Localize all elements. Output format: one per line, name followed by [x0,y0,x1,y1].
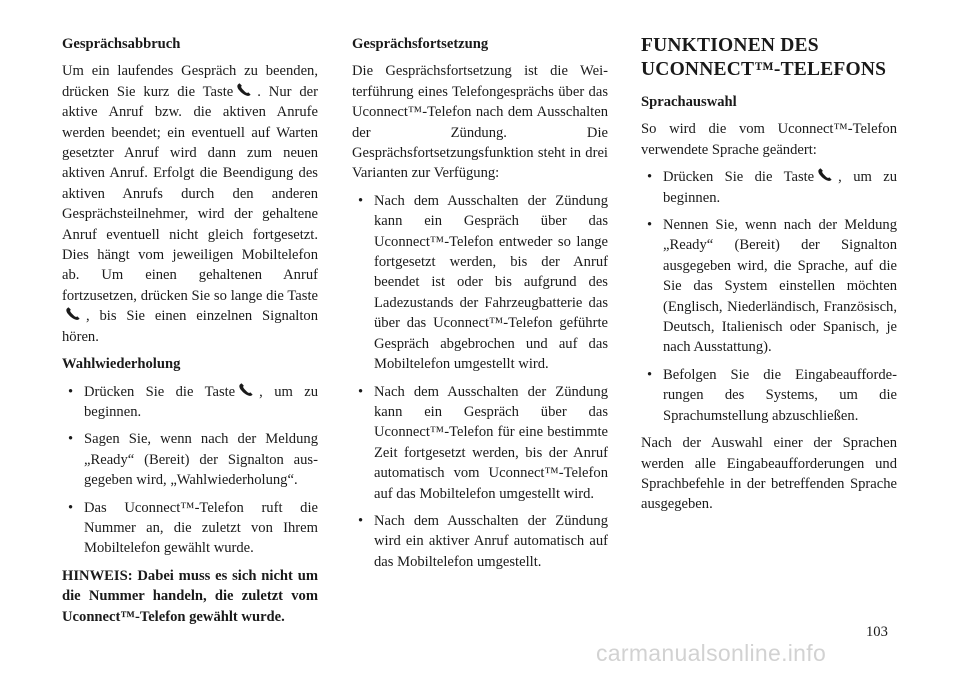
list-item: • Befolgen Sie die Eingabeaufforderungen des Systems, um die Sprachumstellung abzuschließen. [641,365,897,426]
column-right [641,34,897,522]
paragraph-intro: So wird die vom Uconnect™-Telefon verwendete Sprache geändert: [641,121,897,158]
bullet-list [641,167,897,426]
column-middle [352,34,608,579]
text-part: . Nur der aktive Anruf bzw. die aktiven Anrufe werden beendet; ein eventuell auf Warten gesetzter Anruf wird dann zum neuen aktiven Anruf. Erfolgt die Beendigung des aktiven Anrufs durch den anderen Gesprächsteilnehmer, wird der gehaltene Anruf eventuell nicht gleich fortgesetzt. Dies hängt vom jeweiligen Mobiltelefon ab. Um einen gehaltenen Anruf fortzusetzen, drücken Sie so lange die Taste [62,83,319,304]
paragraph-outro: Nach der Auswahl einer der Sprachen werden alle Eingabeaufforderungen und Sprachbefehle in der betreffenden Sprache ausgegeben. [641,435,897,513]
page-number: 103 [866,624,888,640]
heading-wahlwiederholung: Wahlwiederholung [62,356,181,373]
list-item: • Nach dem Ausschalten der Zündung kann ein Gespräch über das Uconnect™-Telefon entweder so lange fortgesetzt werden, bis der Anruf beendet ist oder bis aufgrund des Ladezustands der Fahrzeugbatterie das über das Uconnect™-Telefon geführte Gespräch abgebrochen und auf das Mobiltelefon umgestellt wird. [352,191,608,375]
list-item: • Nennen Sie, wenn nach der Meldung „Ready“ (Bereit) der Signalton ausgegeben wird, die Sprache, auf die Sie das System einstellen möchten (Englisch, Niederländisch, Französisch, Deutsch, Italienisch oder Spanisch, je nach Ausstattung). [641,215,897,358]
phone-icon [65,307,83,321]
section-title: FUNKTIONEN DES UCONNECT™-TELEFONS [641,35,887,80]
list-item: • Nach dem Ausschalten der Zündung wird ein aktiver Anruf automatisch auf das Mobiltelefon umgestellt. [352,511,608,572]
phone-icon [236,83,254,97]
paragraph-intro: Die Gesprächsfortsetzung ist die Weiterführung eines Telefongesprächs über das Uconnect™-Telefon nach dem Ausschalten der Zündung. Die Gesprächsfortsetzungsfunktion steht in drei Varianten zur Verfügung: [352,63,608,182]
heading-sprachauswahl: Sprachauswahl [641,94,737,110]
list-item: • Das Uconnect™-Telefon ruft die Nummer an, die zuletzt von Ihrem Mobiltelefon gewählt wurde. [62,498,318,559]
phone-icon [817,168,835,182]
note-hinweis: HINWEIS: Dabei muss es sich nicht um die Nummer handeln, die zuletzt vom Uconnect™-Telefon gewählt wurde. [62,567,318,625]
paragraph-gespraechsabbruch [62,61,318,347]
text-part: , bis Sie einen einzelnen Signalton hören. [62,308,318,345]
list-item: • Drücken Sie die Taste , um zu beginnen. [62,382,318,423]
list-item: • Sagen Sie, wenn nach der Meldung „Ready“ (Bereit) der Signalton ausgegeben wird, „Wahlwiederholung“. [62,429,318,490]
bullet-list [352,191,608,572]
column-left [62,34,318,634]
bullet-list [62,382,318,559]
watermark: carmanualsonline.info [596,640,827,666]
heading-gespraechsabbruch: Gesprächsabbruch [62,36,181,52]
phone-icon [238,383,256,397]
text-part: Um ein laufendes Gespräch zu beenden, drücken Sie kurz die Taste [62,63,318,100]
list-item: • Drücken Sie die Taste , um zu beginnen. [641,167,897,208]
list-item: • Nach dem Ausschalten der Zündung kann ein Gespräch über das Uconnect™-Telefon für eine bestimmte Zeit fortgesetzt werden, bis der Anruf automatisch vom Uconnect™-Telefon auf das Mobiltelefon umgestellt wird. [352,382,608,504]
heading-gespraechsfortsetzung: Gesprächsfortsetzung [352,36,489,52]
